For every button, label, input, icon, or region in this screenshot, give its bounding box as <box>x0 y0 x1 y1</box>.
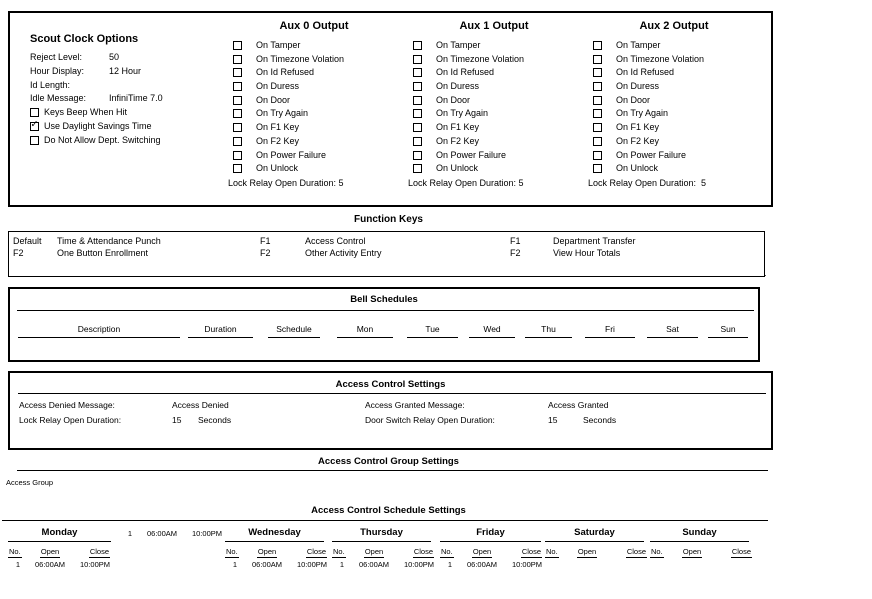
aux-option-label: On Unlock <box>436 163 479 174</box>
access-control-settings-title: Access Control Settings <box>335 379 446 390</box>
access-group-label: Access Group <box>6 478 54 487</box>
schedule-close-time: 10:00PM <box>511 560 542 569</box>
aux-option-row <box>228 40 408 54</box>
aux-option-row <box>228 136 408 150</box>
col-open-header: Open <box>40 547 60 556</box>
aux-option-row <box>588 122 768 136</box>
aux-option-label: On Id Refused <box>616 67 675 78</box>
reject-level-row <box>30 52 163 66</box>
scout-clock-options-title: Scout Clock Options <box>30 33 139 45</box>
aux-option-row <box>408 108 588 122</box>
col-no-header: No. <box>333 547 345 556</box>
access-denied-message-label: Access Denied Message: <box>19 400 115 410</box>
scout-clock-options-fields <box>30 52 163 149</box>
day-column-sunday <box>650 527 749 556</box>
aux-1-output-column <box>408 20 588 188</box>
stray-period: . <box>764 268 767 278</box>
col-no-header: No. <box>546 547 558 556</box>
function-key-value: Time & Attendance Punch <box>57 236 161 246</box>
hour-display-value: 12 Hour <box>109 65 142 76</box>
checkbox-icon <box>233 68 242 77</box>
col-close-header: Close <box>413 547 433 556</box>
aux-option-label: On F1 Key <box>616 122 660 133</box>
bell-col-fri: Fri <box>585 324 635 338</box>
access-denied-message-value: Access Denied <box>172 400 229 410</box>
schedule-no: 1 <box>447 560 452 569</box>
door-switch-duration-value: 15 <box>548 415 558 425</box>
checkbox-icon <box>233 164 242 173</box>
aux-option-label: On F1 Key <box>256 122 300 133</box>
aux-2-output-column <box>588 20 768 188</box>
schedule-no: 1 <box>127 529 132 538</box>
checkbox-icon <box>593 123 602 132</box>
checkbox-icon <box>413 55 422 64</box>
aux-1-output-items <box>408 40 588 177</box>
day-subheader-row <box>8 547 111 556</box>
col-open-header: Open <box>472 547 492 556</box>
bell-title-underline <box>17 310 754 311</box>
day-subheader-row <box>332 547 431 556</box>
checkbox-icon <box>233 109 242 118</box>
daylight-savings-label: Use Daylight Savings Time <box>44 120 152 131</box>
aux-option-row <box>408 95 588 109</box>
checkbox-icon <box>593 151 602 160</box>
aux-option-row <box>228 122 408 136</box>
bell-col-mon: Mon <box>337 324 393 338</box>
schedule-row <box>225 560 327 569</box>
col-no-header: No. <box>651 547 663 556</box>
checkbox-icon <box>413 82 422 91</box>
aux-option-row <box>408 54 588 68</box>
schedule-open-time: 06:00AM <box>466 560 498 569</box>
schedule-open-time: 06:00AM <box>358 560 390 569</box>
idle-message-value: InfiniTime 7.0 <box>109 93 163 104</box>
col-open-header: Open <box>364 547 384 556</box>
aux-option-label: On Tamper <box>616 40 661 50</box>
aux-option-label: On Door <box>436 94 471 105</box>
function-keys-panel <box>8 231 765 277</box>
daylight-savings-option <box>30 121 163 135</box>
function-keys-title: Function Keys <box>354 214 423 225</box>
schedule-row <box>8 560 111 569</box>
checkbox-icon <box>413 41 422 50</box>
bell-col-sun: Sun <box>708 324 748 338</box>
idle-message-label: Idle Message: <box>30 93 87 104</box>
schedule-row <box>440 560 541 569</box>
hour-display-row <box>30 66 163 80</box>
idle-message-row <box>30 93 163 107</box>
keys-beep-label: Keys Beep When Hit <box>44 107 128 118</box>
dept-switching-label: Do Not Allow Dept. Switching <box>44 134 161 145</box>
checkbox-icon <box>233 137 242 146</box>
checkbox-icon <box>413 151 422 160</box>
checkbox-icon <box>413 68 422 77</box>
checkbox-icon <box>413 123 422 132</box>
bell-col-schedule: Schedule <box>268 324 320 338</box>
day-name: Saturday <box>545 527 644 542</box>
function-key-value: Department Transfer <box>553 236 636 246</box>
group-settings-underline <box>17 470 768 471</box>
col-open-header: Open <box>577 547 597 556</box>
col-no-header: No. <box>226 547 238 556</box>
aux-option-label: On Door <box>616 94 651 105</box>
checkbox-icon <box>593 96 602 105</box>
reject-level-label: Reject Level: <box>30 52 83 62</box>
day-column-wednesday <box>225 527 327 569</box>
checkbox-icon <box>233 96 242 105</box>
door-switch-duration-unit: Seconds <box>583 415 617 425</box>
aux-option-label: On Timezone Volation <box>256 53 345 64</box>
day-column-monday <box>8 527 111 569</box>
aux-0-output-column <box>228 20 408 188</box>
aux-option-label: On Try Again <box>436 108 489 119</box>
aux-option-label: On F2 Key <box>436 135 480 146</box>
day-name: Sunday <box>650 527 749 542</box>
schedule-close-time: 10:00PM <box>191 529 222 538</box>
schedule-row <box>120 529 223 538</box>
function-key-name: Default <box>13 236 42 246</box>
aux-option-label: On Power Failure <box>256 149 327 160</box>
checkbox-icon <box>233 55 242 64</box>
schedule-no: 1 <box>15 560 20 569</box>
bell-schedules-title: Bell Schedules <box>350 294 418 305</box>
checkbox-icon <box>593 164 602 173</box>
aux-option-row <box>228 108 408 122</box>
aux-option-label: On Id Refused <box>436 67 495 78</box>
checkbox-icon <box>413 96 422 105</box>
day-name: Thursday <box>332 527 431 542</box>
lock-relay-duration-unit: Seconds <box>198 415 232 425</box>
checkbox-icon <box>593 137 602 146</box>
aux-option-label: On Timezone Volation <box>616 53 705 64</box>
checked-checkbox-icon <box>30 122 39 131</box>
aux-option-row <box>588 95 768 109</box>
aux-2-output-title: Aux 2 Output <box>639 20 709 32</box>
function-key-value: One Button Enrollment <box>57 248 149 258</box>
schedule-row <box>332 560 434 569</box>
access-granted-message-label: Access Granted Message: <box>365 400 465 410</box>
aux-option-row <box>588 150 768 164</box>
bell-col-duration: Duration <box>188 324 253 338</box>
checkbox-icon <box>593 82 602 91</box>
dept-switching-option <box>30 135 163 149</box>
function-key-value: View Hour Totals <box>553 248 621 258</box>
day-subheader-row <box>650 547 749 556</box>
function-key-name: F2 <box>13 248 24 258</box>
aux-option-row <box>228 54 408 68</box>
day-column-friday <box>440 527 541 569</box>
schedule-open-time: 06:00AM <box>34 560 66 569</box>
aux-1-lock-relay-duration: Lock Relay Open Duration: 5 <box>408 177 524 188</box>
day-subheader-row <box>225 547 324 556</box>
schedule-no: 1 <box>232 560 237 569</box>
id-length-label: Id Length: <box>30 79 71 90</box>
checkbox-icon <box>593 68 602 77</box>
aux-option-row <box>408 136 588 150</box>
aux-option-row <box>228 67 408 81</box>
reject-level-value: 50 <box>109 52 120 62</box>
day-column-tuesday-inline <box>120 529 223 538</box>
aux-option-label: On F2 Key <box>256 135 300 146</box>
aux-option-label: On Try Again <box>256 108 309 119</box>
aux-option-label: On Door <box>256 94 291 105</box>
function-key-name: F2 <box>510 248 521 258</box>
access-control-group-settings-title: Access Control Group Settings <box>318 456 459 467</box>
checkbox-icon <box>593 55 602 64</box>
day-column-thursday <box>332 527 434 569</box>
day-name: Monday <box>8 527 111 542</box>
door-switch-duration-label: Door Switch Relay Open Duration: <box>365 415 495 425</box>
aux-option-label: On F2 Key <box>616 135 660 146</box>
checkbox-icon <box>413 137 422 146</box>
aux-option-row <box>228 81 408 95</box>
keys-beep-option <box>30 107 163 121</box>
aux-option-row <box>408 40 588 54</box>
bell-col-wed: Wed <box>469 324 515 338</box>
aux-2-output-items <box>588 40 768 177</box>
aux-option-row <box>588 67 768 81</box>
function-key-name: F1 <box>260 236 271 246</box>
schedule-close-time: 10:00PM <box>403 560 434 569</box>
lock-relay-duration-label: Lock Relay Open Duration: <box>19 415 122 425</box>
function-key-name: F2 <box>260 248 271 258</box>
checkbox-icon <box>233 41 242 50</box>
bell-col-description: Description <box>18 324 180 338</box>
aux-option-label: On Tamper <box>256 40 301 50</box>
function-key-value: Access Control <box>305 236 366 246</box>
aux-option-row <box>228 95 408 109</box>
aux-2-lock-relay-duration: Lock Relay Open Duration: 5 <box>588 177 707 188</box>
bell-col-sat: Sat <box>647 324 698 338</box>
col-no-header: No. <box>9 547 21 556</box>
aux-option-label: On F1 Key <box>436 122 480 133</box>
aux-option-label: On Unlock <box>256 163 299 174</box>
id-length-row <box>30 80 163 94</box>
schedule-no: 1 <box>339 560 344 569</box>
day-subheader-row <box>545 547 644 556</box>
aux-option-label: On Id Refused <box>256 67 315 78</box>
aux-option-row <box>228 150 408 164</box>
function-key-name: F1 <box>510 236 521 246</box>
aux-0-output-items <box>228 40 408 177</box>
col-close-header: Close <box>306 547 326 556</box>
col-open-header: Open <box>257 547 277 556</box>
day-name: Friday <box>440 527 541 542</box>
aux-option-label: On Power Failure <box>436 149 507 160</box>
checkbox-icon <box>233 82 242 91</box>
aux-option-label: On Try Again <box>616 108 669 119</box>
aux-option-row <box>408 163 588 177</box>
aux-option-row <box>408 81 588 95</box>
checkbox-icon <box>30 136 39 145</box>
checkbox-icon <box>413 109 422 118</box>
aux-option-row <box>588 163 768 177</box>
col-close-header: Close <box>89 547 109 556</box>
access-control-schedule-settings-title: Access Control Schedule Settings <box>311 505 466 516</box>
aux-option-row <box>588 40 768 54</box>
aux-option-label: On Duress <box>616 81 660 92</box>
schedule-settings-underline <box>2 520 768 521</box>
aux-option-row <box>588 136 768 150</box>
schedule-open-time: 06:00AM <box>251 560 283 569</box>
aux-option-label: On Tamper <box>436 40 481 50</box>
bell-schedules-panel <box>8 287 760 362</box>
col-open-header: Open <box>682 547 702 556</box>
aux-option-row <box>408 150 588 164</box>
col-no-header: No. <box>441 547 453 556</box>
aux-option-label: On Power Failure <box>616 149 687 160</box>
aux-option-row <box>228 163 408 177</box>
aux-option-label: On Duress <box>256 81 300 92</box>
checkbox-icon <box>593 41 602 50</box>
checkbox-icon <box>413 164 422 173</box>
aux-option-label: On Unlock <box>616 163 659 174</box>
schedule-open-time: 06:00AM <box>146 529 178 538</box>
schedule-close-time: 10:00PM <box>79 560 110 569</box>
day-column-saturday <box>545 527 644 556</box>
function-key-value: Other Activity Entry <box>305 248 382 258</box>
schedule-close-time: 10:00PM <box>296 560 327 569</box>
lock-relay-duration-value: 15 <box>172 415 182 425</box>
access-granted-message-value: Access Granted <box>548 400 609 410</box>
col-close-header: Close <box>626 547 646 556</box>
aux-1-output-title: Aux 1 Output <box>459 20 529 32</box>
checkbox-icon <box>233 123 242 132</box>
day-subheader-row <box>440 547 541 556</box>
bell-col-tue: Tue <box>407 324 458 338</box>
bell-col-thu: Thu <box>525 324 572 338</box>
acs-title-underline <box>18 393 766 394</box>
col-close-header: Close <box>731 547 751 556</box>
access-control-settings-panel <box>8 371 773 450</box>
hour-display-label: Hour Display: <box>30 65 85 76</box>
aux-option-row <box>588 108 768 122</box>
aux-option-label: On Timezone Volation <box>436 53 525 64</box>
checkbox-icon <box>30 108 39 117</box>
aux-0-lock-relay-duration: Lock Relay Open Duration: 5 <box>228 177 344 188</box>
aux-option-row <box>408 122 588 136</box>
checkbox-icon <box>593 109 602 118</box>
day-name: Wednesday <box>225 527 324 542</box>
aux-0-output-title: Aux 0 Output <box>279 20 349 32</box>
aux-option-label: On Duress <box>436 81 480 92</box>
aux-option-row <box>408 67 588 81</box>
col-close-header: Close <box>521 547 541 556</box>
aux-option-row <box>588 81 768 95</box>
aux-option-row <box>588 54 768 68</box>
checkbox-icon <box>233 151 242 160</box>
